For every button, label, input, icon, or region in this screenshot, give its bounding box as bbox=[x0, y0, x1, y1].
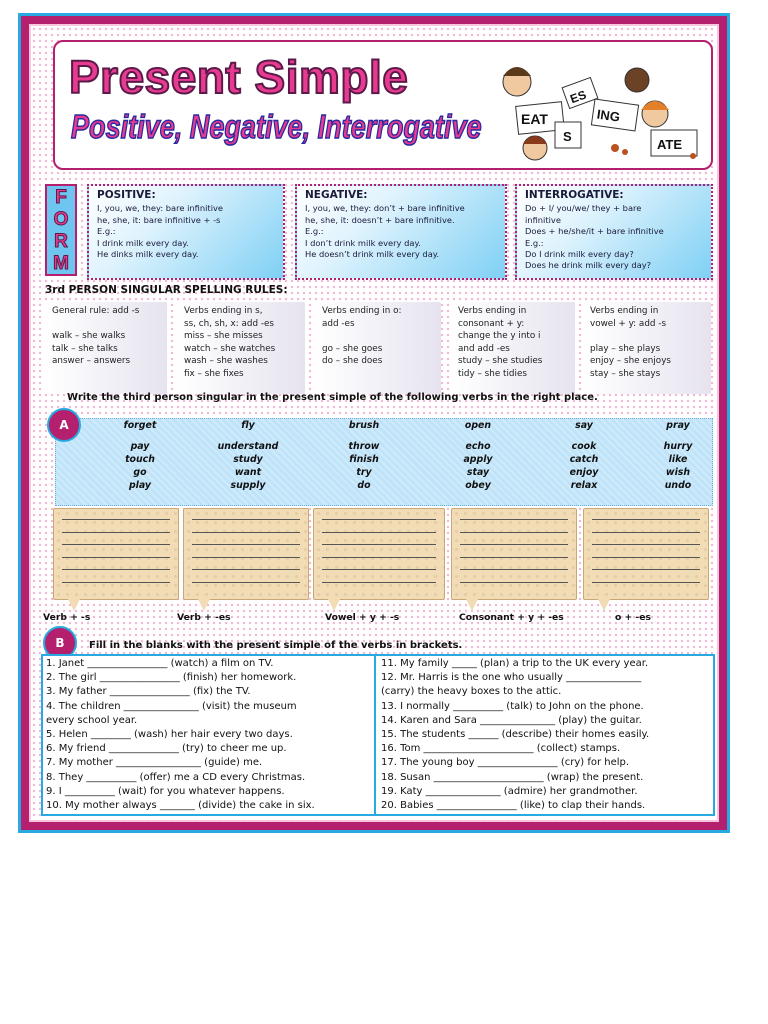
verb: play bbox=[128, 480, 152, 491]
exercise-sentence: 5. Helen ________ (wash) her hair every two days. bbox=[46, 729, 293, 741]
exercise-sentence: 3. My father ________________ (fix) the TV. bbox=[46, 686, 251, 698]
category-label: Consonant + y + -es bbox=[459, 612, 564, 623]
exercise-a-badge: A bbox=[47, 408, 81, 442]
verb: stay bbox=[466, 467, 490, 478]
card-es: ES bbox=[568, 87, 589, 107]
rule-line: watch – she watches bbox=[184, 343, 276, 354]
worksheet-border bbox=[18, 13, 730, 833]
verb: say bbox=[575, 420, 593, 431]
rule-line: Verbs ending in bbox=[458, 306, 527, 316]
answer-bubble bbox=[53, 508, 179, 600]
exercise-sentence: 14. Karen and Sara _______________ (play) the guitar. bbox=[381, 714, 642, 726]
negative-line: I don’t drink milk every day. bbox=[305, 237, 421, 248]
rule-line: tidy – she tidies bbox=[458, 368, 527, 379]
exercise-sentence: 10. My mother always _______ (divide) the cake in six. bbox=[46, 800, 315, 812]
verb: undo bbox=[664, 480, 692, 491]
exercise-b-badge: B bbox=[43, 626, 77, 660]
spelling-rule-box bbox=[177, 302, 305, 394]
kids-holding-cards-illustration bbox=[495, 52, 705, 164]
rule-line: enjoy – she enjoys bbox=[590, 356, 671, 367]
interrogative-line: Does he drink milk every day? bbox=[525, 260, 652, 271]
category-label: Vowel + y + -s bbox=[325, 612, 400, 623]
negative-box bbox=[295, 184, 507, 280]
spelling-rule-box bbox=[451, 302, 575, 394]
verb: hurry bbox=[663, 441, 693, 452]
verb: touch bbox=[125, 454, 155, 465]
verb: relax bbox=[570, 480, 598, 491]
verb: finish bbox=[349, 454, 379, 465]
page-title: Present Simple bbox=[69, 51, 409, 103]
card-ing: ING bbox=[595, 106, 621, 125]
spelling-rule-box bbox=[315, 302, 441, 394]
verb: want bbox=[234, 467, 262, 478]
exercise-column-right bbox=[378, 656, 713, 814]
verb: do bbox=[357, 480, 371, 491]
rule-line: study – she studies bbox=[458, 356, 543, 367]
verb: obey bbox=[465, 480, 491, 491]
negative-line: He doesn’t drink milk every day. bbox=[305, 249, 440, 260]
form-letter: R bbox=[54, 230, 68, 252]
category-label: Verb + -s bbox=[43, 612, 91, 623]
negative-line: E.g.: bbox=[305, 226, 324, 237]
worksheet-page bbox=[29, 24, 719, 822]
rule-line: vowel + y: add -s bbox=[590, 318, 667, 329]
verb: echo bbox=[465, 441, 491, 452]
exercise-sentence: (carry) the heavy boxes to the attic. bbox=[381, 686, 562, 698]
verb: go bbox=[133, 467, 147, 478]
rule-line: change the y into i bbox=[458, 331, 541, 342]
exercise-b-instruction: Fill in the blanks with the present simple of the verbs in brackets. bbox=[89, 640, 463, 651]
verb: apply bbox=[463, 454, 493, 465]
interrogative-box bbox=[515, 184, 713, 280]
rule-line: play – she plays bbox=[590, 343, 661, 354]
fill-in-exercise bbox=[41, 654, 715, 816]
title-banner bbox=[53, 40, 713, 170]
category-label: o + -es bbox=[615, 612, 651, 623]
exercise-sentence: 15. The students ______ (describe) their homes easily. bbox=[381, 729, 650, 741]
rule-line: and add -es bbox=[458, 343, 510, 354]
card-ate: ATE bbox=[657, 137, 683, 152]
verb: catch bbox=[569, 454, 599, 465]
verb-column bbox=[546, 419, 622, 492]
verb: supply bbox=[230, 480, 266, 491]
verb: throw bbox=[348, 441, 380, 452]
positive-heading: POSITIVE: bbox=[97, 189, 156, 201]
form-label bbox=[45, 184, 77, 276]
card-eat: EAT bbox=[521, 111, 548, 127]
rule-line: do – she does bbox=[322, 356, 383, 367]
negative-heading: NEGATIVE: bbox=[305, 189, 368, 201]
verb-column bbox=[440, 419, 516, 492]
verb: forget bbox=[123, 420, 157, 431]
exercise-sentence: 11. My family _____ (plan) a trip to the UK every year. bbox=[381, 658, 649, 669]
rule-line: answer – answers bbox=[52, 356, 131, 367]
exercise-sentence: 18. Susan ______________________ (wrap) the present. bbox=[381, 771, 644, 783]
positive-line: E.g.: bbox=[97, 226, 116, 237]
rule-line: talk – she talks bbox=[52, 343, 118, 354]
rule-line: add -es bbox=[322, 318, 355, 329]
rule-line: fix – she fixes bbox=[184, 368, 244, 379]
rule-line: consonant + y: bbox=[458, 318, 525, 329]
card-s: S bbox=[563, 129, 572, 144]
interrogative-line: Does + he/she/it + bare infinitive bbox=[525, 226, 664, 237]
exercise-sentence: 13. I normally __________ (talk) to John on the phone. bbox=[381, 700, 644, 712]
exercise-a-instruction: Write the third person singular in the present simple of the following verbs in the right place. bbox=[67, 392, 598, 403]
verb: study bbox=[233, 454, 263, 465]
exercise-sentence: every school year. bbox=[46, 714, 138, 726]
rule-line: walk – she walks bbox=[52, 331, 126, 342]
rule-line: ss, ch, sh, x: add -es bbox=[184, 318, 275, 329]
verb-column bbox=[326, 419, 402, 492]
negative-line: he, she, it: doesn’t + bare infinitive. bbox=[305, 214, 455, 225]
rule-line: stay – she stays bbox=[590, 368, 661, 379]
rule-line: Verbs ending in s, bbox=[184, 306, 263, 316]
answer-bubble bbox=[183, 508, 309, 600]
rule-line: Verbs ending in bbox=[590, 306, 659, 316]
answer-bubble bbox=[451, 508, 577, 600]
form-letter: F bbox=[55, 186, 67, 208]
interrogative-line: E.g.: bbox=[525, 237, 544, 248]
positive-line: he, she, it: bare infinitive + -s bbox=[97, 214, 221, 225]
positive-box bbox=[87, 184, 285, 280]
verb: pay bbox=[130, 441, 150, 452]
answer-bubble bbox=[313, 508, 445, 600]
verb-column bbox=[100, 419, 180, 492]
form-letter: O bbox=[53, 208, 69, 230]
exercise-sentence: 17. The young boy ________________ (cry) for help. bbox=[381, 757, 630, 769]
verb: wish bbox=[665, 467, 691, 478]
verb: pray bbox=[666, 420, 690, 431]
verb: brush bbox=[348, 420, 380, 431]
spelling-rules-title: 3rd PERSON SINGULAR SPELLING RULES: bbox=[45, 284, 288, 296]
interrogative-line: infinitive bbox=[525, 214, 561, 225]
exercise-column-left bbox=[43, 656, 376, 814]
verb-column bbox=[642, 419, 714, 492]
negative-line: I, you, we, they: don’t + bare infinitive bbox=[305, 203, 465, 214]
exercise-sentence: 12. Mr. Harris is the one who usually _______________ bbox=[381, 672, 642, 684]
verb: try bbox=[356, 467, 372, 478]
exercise-sentence: 20. Babies ________________ (like) to clap their hands. bbox=[381, 800, 646, 812]
verb: enjoy bbox=[569, 467, 599, 478]
form-letter: M bbox=[53, 252, 69, 274]
interrogative-heading: INTERROGATIVE: bbox=[525, 189, 624, 201]
spelling-rule-box bbox=[583, 302, 711, 394]
exercise-sentence: 4. The children _______________ (visit) the museum bbox=[46, 700, 297, 712]
exercise-sentence: 9. I __________ (wait) for you whatever happens. bbox=[46, 785, 285, 797]
exercise-sentence: 1. Janet ________________ (watch) a film on TV. bbox=[46, 658, 274, 669]
verb-column bbox=[206, 419, 290, 492]
rule-line: miss – she misses bbox=[184, 331, 263, 342]
page-subtitle: Positive, Negative, Interrogative bbox=[71, 108, 482, 145]
category-label: Verb + -es bbox=[177, 612, 231, 623]
verb: fly bbox=[241, 420, 255, 431]
positive-line: He dinks milk every day. bbox=[97, 249, 199, 260]
exercise-sentence: 19. Katy _______________ (admire) her grandmother. bbox=[381, 785, 638, 797]
exercise-sentence: 2. The girl ________________ (finish) her homework. bbox=[46, 672, 297, 684]
verb: understand bbox=[217, 441, 279, 452]
exercise-sentence: 7. My mother _________________ (guide) me. bbox=[46, 757, 263, 769]
exercise-sentence: 6. My friend ______________ (try) to cheer me up. bbox=[46, 743, 287, 755]
verb: cook bbox=[571, 441, 597, 452]
rule-line: go – she goes bbox=[322, 343, 383, 354]
verb: like bbox=[668, 454, 688, 465]
exercise-sentence: 16. Tom ______________________ (collect) stamps. bbox=[381, 743, 621, 755]
positive-line: I, you, we, they: bare infinitive bbox=[97, 203, 224, 214]
verb-bank bbox=[55, 418, 713, 506]
positive-line: I drink milk every day. bbox=[97, 237, 189, 248]
rule-line: Verbs ending in o: bbox=[322, 306, 402, 316]
spelling-rule-box bbox=[45, 302, 167, 394]
interrogative-line: Do + I/ you/we/ they + bare bbox=[525, 203, 642, 214]
verb: open bbox=[464, 420, 492, 431]
interrogative-line: Do I drink milk every day? bbox=[525, 249, 634, 260]
answer-bubble bbox=[583, 508, 709, 600]
rule-line: General rule: add -s bbox=[52, 306, 140, 316]
rule-line: wash – she washes bbox=[184, 356, 268, 367]
exercise-sentence: 8. They __________ (offer) me a CD every Christmas. bbox=[46, 771, 306, 783]
